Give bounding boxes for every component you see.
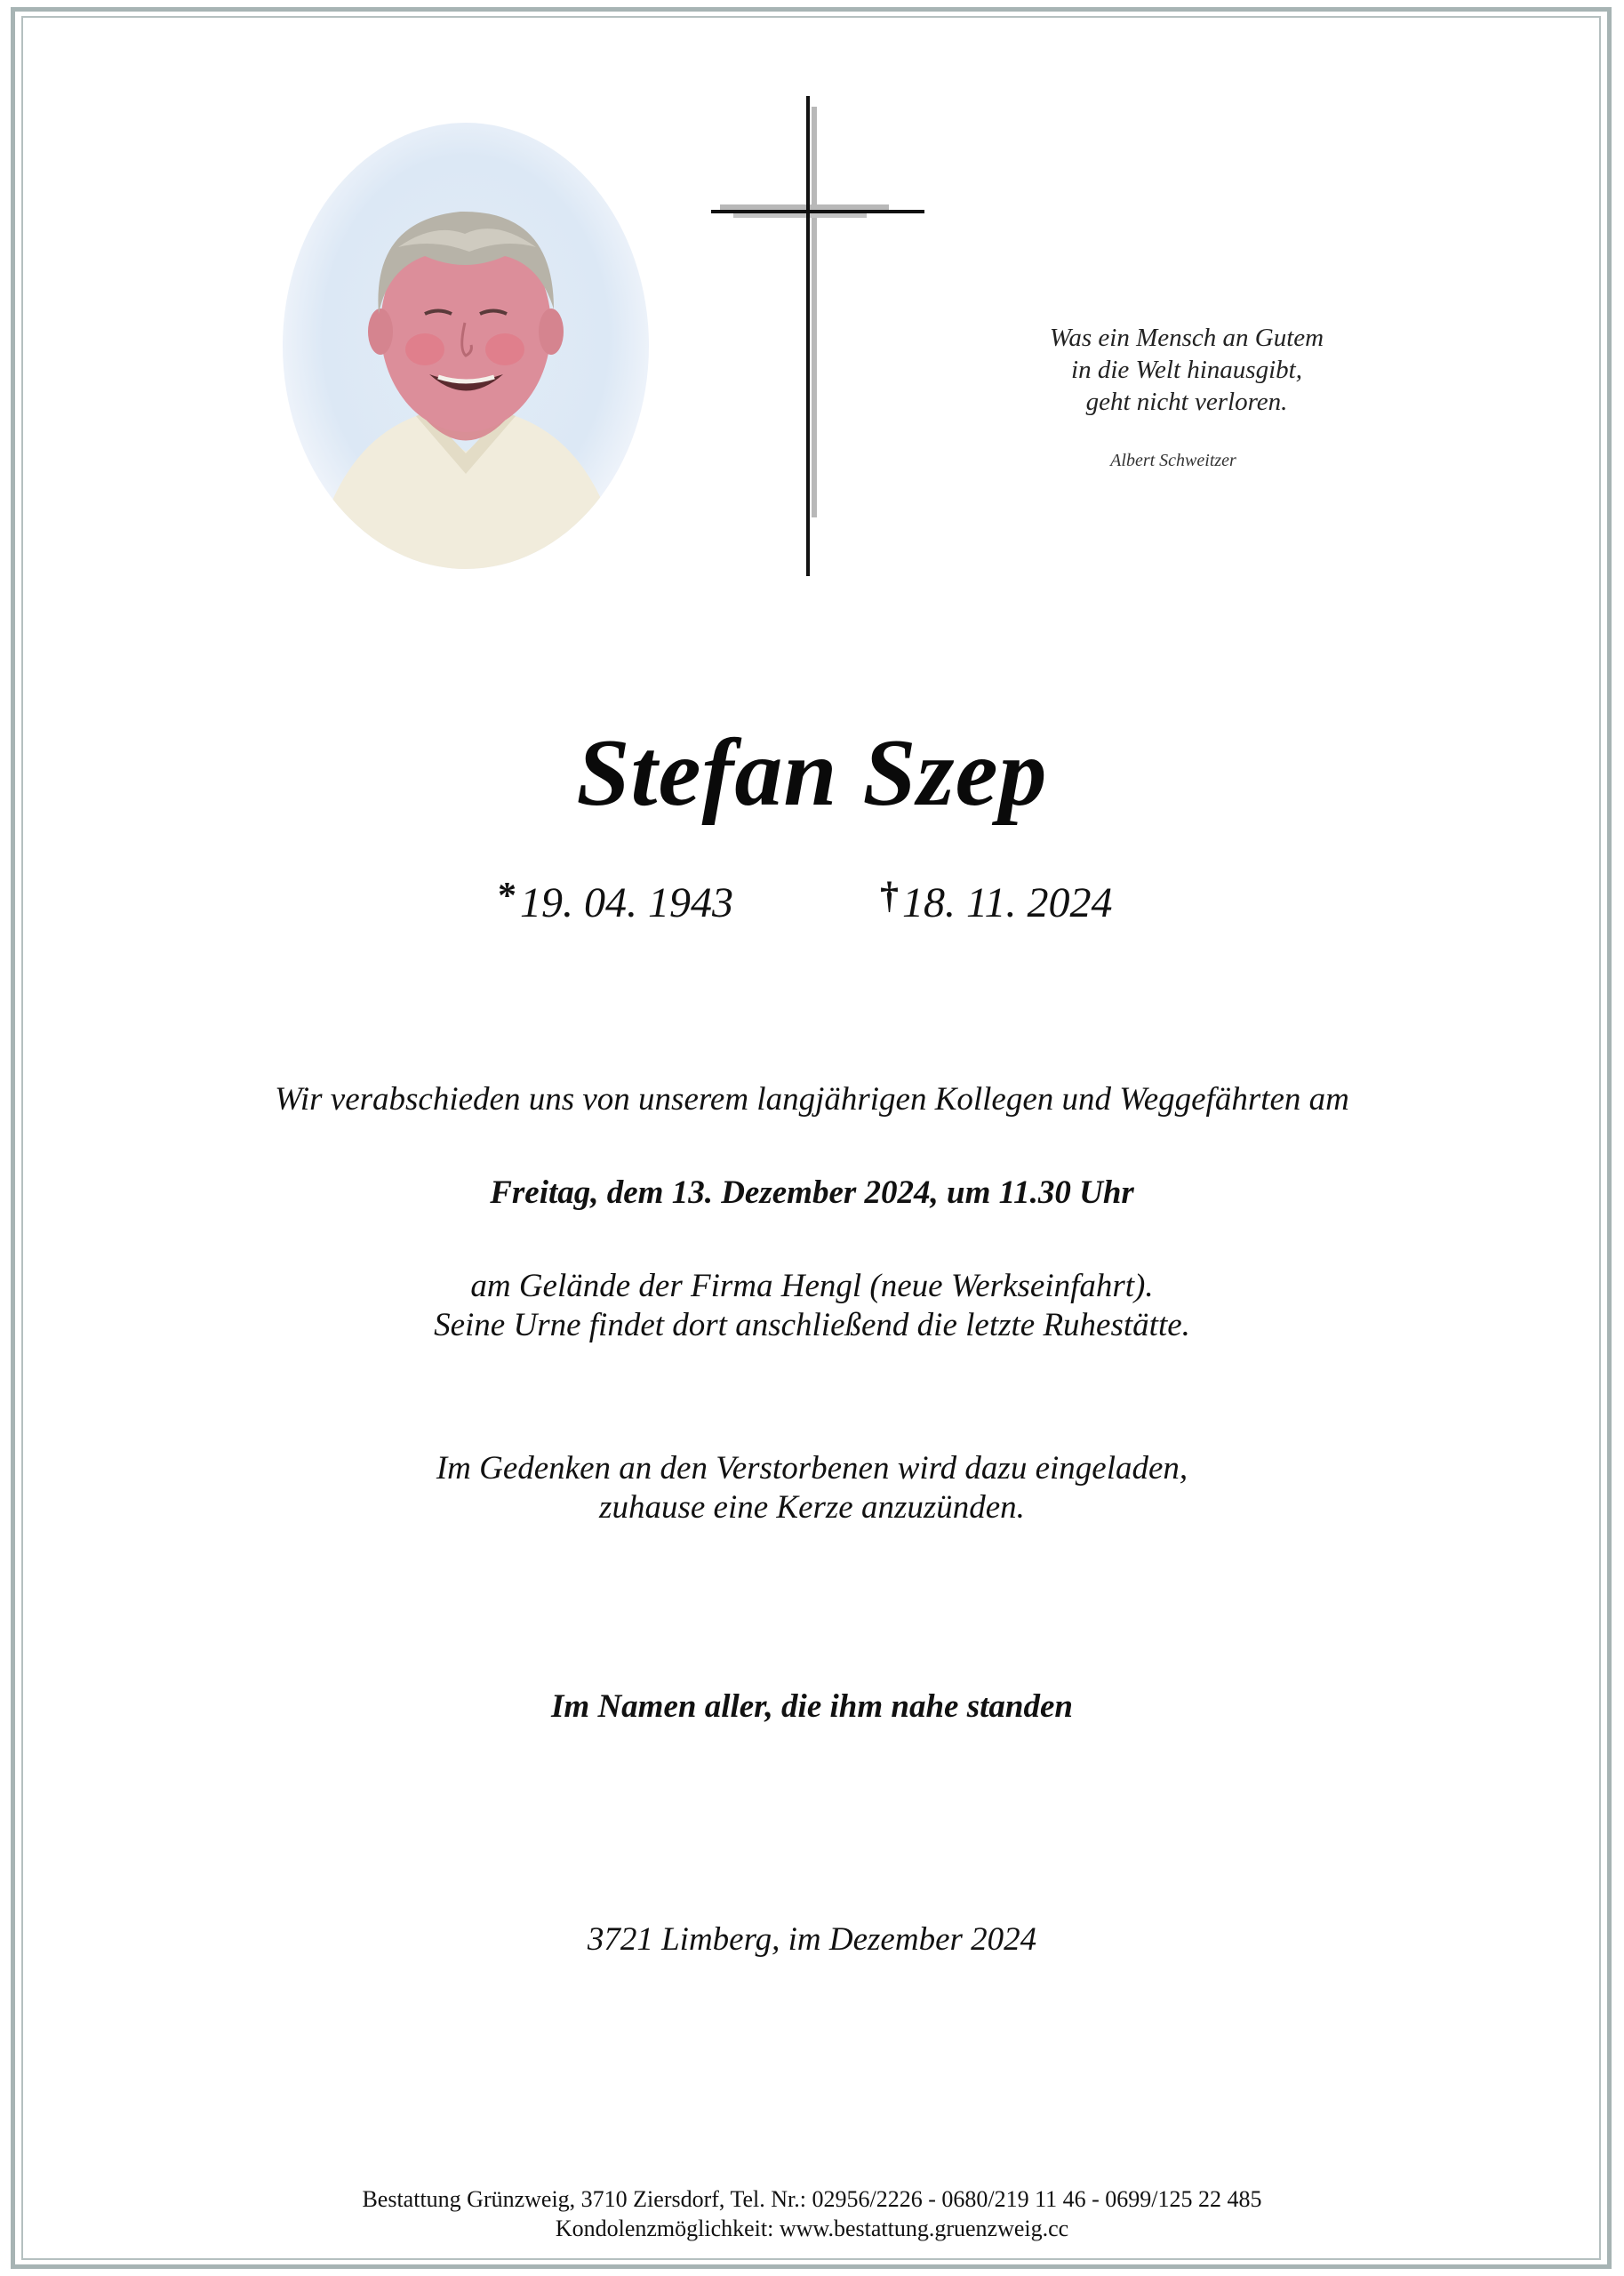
quote-line: Was ein Mensch an Gutem — [1049, 324, 1324, 352]
quote — [978, 322, 1396, 418]
funeral-home-footer — [0, 2184, 1624, 2243]
remembrance-line: zuhause eine Kerze anzuzünden. — [599, 1489, 1025, 1526]
remembrance-note — [0, 1449, 1624, 1527]
location-line: Seine Urne findet dort anschließend die letzte Ruhestätte. — [434, 1307, 1190, 1343]
place-date-text: 3721 Limberg, im Dezember 2024 — [587, 1921, 1037, 1958]
portrait-photo — [283, 123, 649, 569]
life-dates — [498, 878, 1173, 941]
birth-date-group — [498, 878, 733, 927]
deceased-name: Stefan Szep — [576, 720, 1048, 826]
death-cross-icon: † — [880, 876, 899, 917]
place-date — [0, 1920, 1624, 1959]
ceremony-location — [0, 1267, 1624, 1345]
death-date-group — [880, 878, 1112, 927]
birth-star-icon: * — [498, 876, 516, 917]
birth-date: 19. 04. 1943 — [520, 879, 733, 926]
cross-symbol — [707, 96, 929, 581]
remembrance-line: Im Gedenken an den Verstorbenen wird dazu eingeladen, — [436, 1450, 1188, 1487]
signature-text: Im Namen aller, die ihm nahe standen — [551, 1688, 1073, 1725]
location-line: am Gelände der Firma Hengl (neue Werkseinfahrt). — [470, 1268, 1154, 1304]
footer-condolence-link[interactable]: Kondolenzmöglichkeit: www.bestattung.gruenzweig.cc — [555, 2216, 1069, 2241]
signature — [0, 1687, 1624, 1727]
quote-author: Albert Schweitzer — [1110, 451, 1236, 470]
farewell-intro — [0, 1080, 1624, 1119]
death-date: 18. 11. 2024 — [902, 879, 1113, 926]
ceremony-date-text: Freitag, dem 13. Dezember 2024, um 11.30 Uhr — [490, 1174, 1134, 1211]
quote-line: geht nicht verloren. — [1085, 388, 1288, 416]
farewell-intro-text: Wir verabschieden uns von unserem langjährigen Kollegen und Weggefährten am — [275, 1081, 1349, 1118]
footer-contact: Bestattung Grünzweig, 3710 Ziersdorf, Tel. Nr.: 02956/2226 - 0680/219 11 46 - 0699/125 22 485 — [362, 2186, 1262, 2212]
quote-line: in die Welt hinausgibt, — [1071, 356, 1302, 384]
ceremony-date — [0, 1174, 1624, 1213]
